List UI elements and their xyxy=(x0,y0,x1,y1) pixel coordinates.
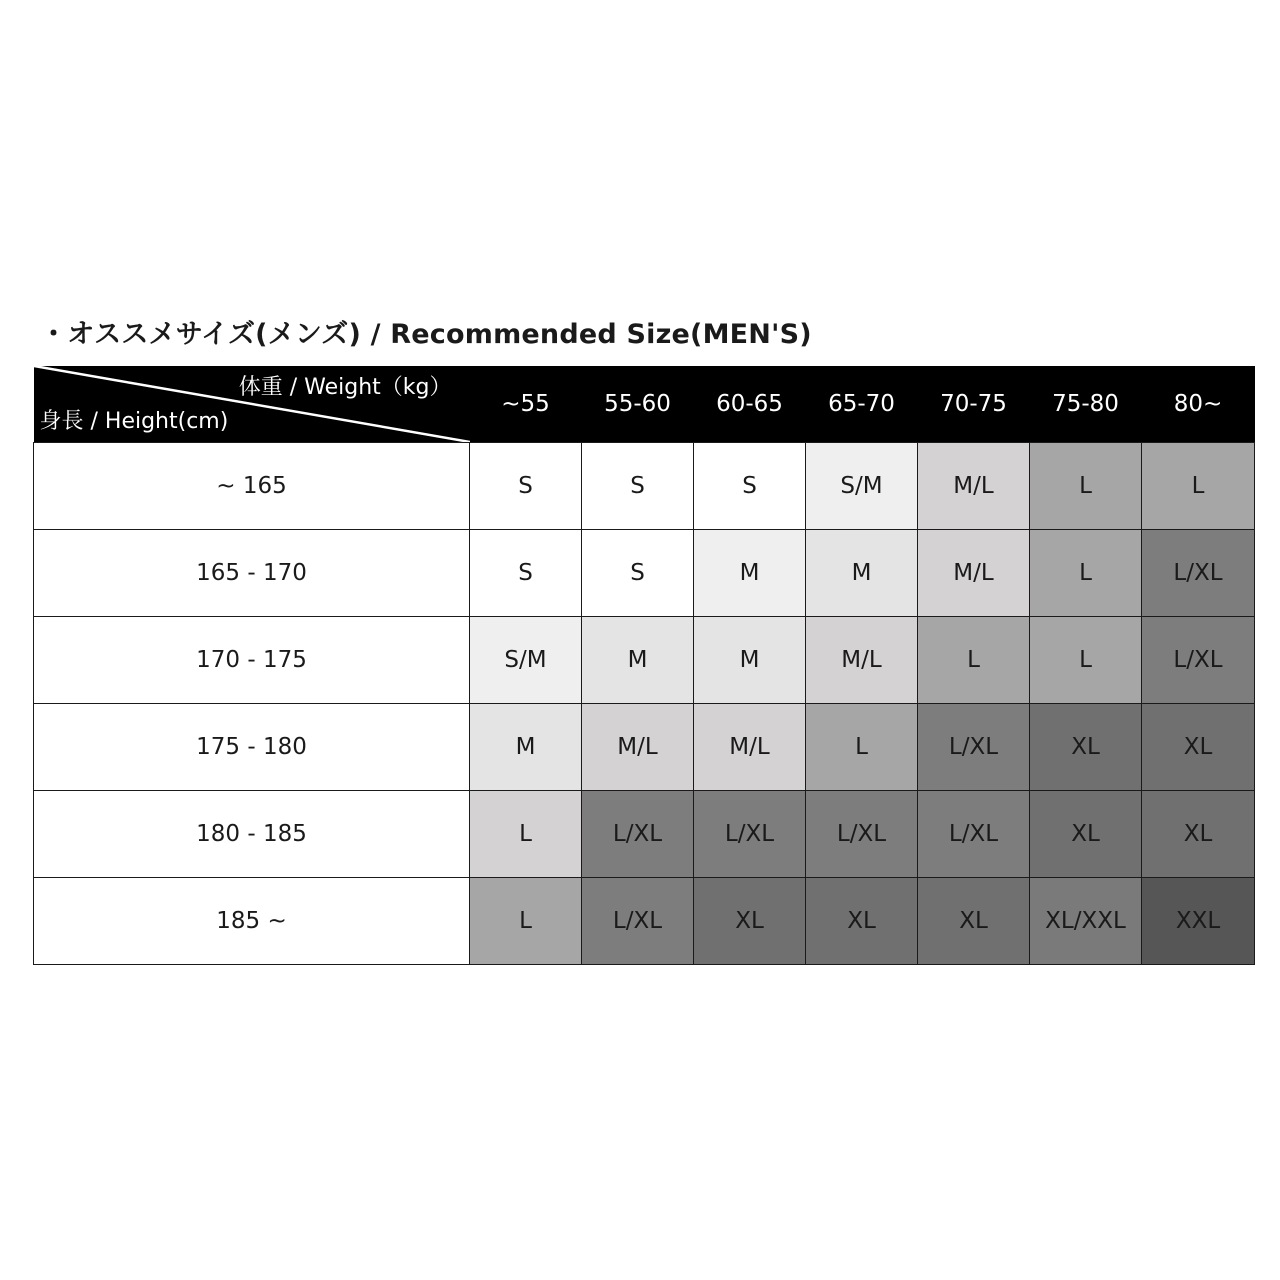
size-cell: M/L xyxy=(694,704,806,791)
weight-header-cell: ~55 xyxy=(470,366,582,443)
size-cell: S/M xyxy=(470,617,582,704)
height-label-cell: 165 - 170 xyxy=(34,530,470,617)
size-cell: XL xyxy=(1030,704,1142,791)
weight-header-cell: 55-60 xyxy=(582,366,694,443)
table-row xyxy=(34,530,1255,617)
size-cell: XL xyxy=(694,878,806,965)
size-cell: S/M xyxy=(806,443,918,530)
weight-header-cell: 75-80 xyxy=(1030,366,1142,443)
height-label-cell: ~ 165 xyxy=(34,443,470,530)
size-cell: XL xyxy=(1142,704,1255,791)
size-cell: L xyxy=(806,704,918,791)
corner-header-cell xyxy=(34,366,470,443)
size-cell: L xyxy=(1030,617,1142,704)
size-cell: XL xyxy=(1142,791,1255,878)
size-cell: L xyxy=(470,878,582,965)
height-label-cell: 175 - 180 xyxy=(34,704,470,791)
height-axis-label: 身長 / Height(cm) xyxy=(39,409,229,434)
weight-header-cell: 65-70 xyxy=(806,366,918,443)
size-cell: M/L xyxy=(918,443,1030,530)
size-cell: L/XL xyxy=(918,791,1030,878)
size-cell: XL xyxy=(918,878,1030,965)
size-cell: S xyxy=(694,443,806,530)
size-cell: L/XL xyxy=(582,791,694,878)
table-row xyxy=(34,443,1255,530)
height-label-cell: 185 ~ xyxy=(34,878,470,965)
size-cell: S xyxy=(470,443,582,530)
size-cell: XXL xyxy=(1142,878,1255,965)
size-cell: L/XL xyxy=(1142,617,1255,704)
table-row xyxy=(34,617,1255,704)
size-cell: XL/XXL xyxy=(1030,878,1142,965)
size-cell: M xyxy=(470,704,582,791)
weight-axis-label: 体重 / Weight（kg） xyxy=(238,375,452,400)
size-cell: M/L xyxy=(918,530,1030,617)
size-chart-table xyxy=(33,366,1255,965)
size-cell: S xyxy=(582,530,694,617)
size-cell: XL xyxy=(1030,791,1142,878)
weight-header-cell: 60-65 xyxy=(694,366,806,443)
size-cell: L xyxy=(470,791,582,878)
size-cell: L/XL xyxy=(694,791,806,878)
size-cell: L/XL xyxy=(918,704,1030,791)
weight-header-cell: 70-75 xyxy=(918,366,1030,443)
size-cell: L/XL xyxy=(582,878,694,965)
table-row xyxy=(34,704,1255,791)
size-cell: XL xyxy=(806,878,918,965)
size-cell: S xyxy=(582,443,694,530)
size-cell: L xyxy=(1142,443,1255,530)
size-cell: L xyxy=(918,617,1030,704)
table-row xyxy=(34,878,1255,965)
weight-header-cell: 80~ xyxy=(1142,366,1255,443)
size-cell: M/L xyxy=(582,704,694,791)
size-cell: M xyxy=(806,530,918,617)
size-cell: M xyxy=(694,617,806,704)
header-row xyxy=(34,366,1255,443)
table-row xyxy=(34,791,1255,878)
page-title: ・オススメサイズ(メンズ) / Recommended Size(MEN'S) xyxy=(40,319,812,350)
size-cell: L xyxy=(1030,443,1142,530)
size-cell: M/L xyxy=(806,617,918,704)
height-label-cell: 170 - 175 xyxy=(34,617,470,704)
size-cell: L xyxy=(1030,530,1142,617)
size-cell: L/XL xyxy=(1142,530,1255,617)
size-cell: M xyxy=(694,530,806,617)
size-cell: L/XL xyxy=(806,791,918,878)
size-cell: M xyxy=(582,617,694,704)
height-label-cell: 180 - 185 xyxy=(34,791,470,878)
size-cell: S xyxy=(470,530,582,617)
